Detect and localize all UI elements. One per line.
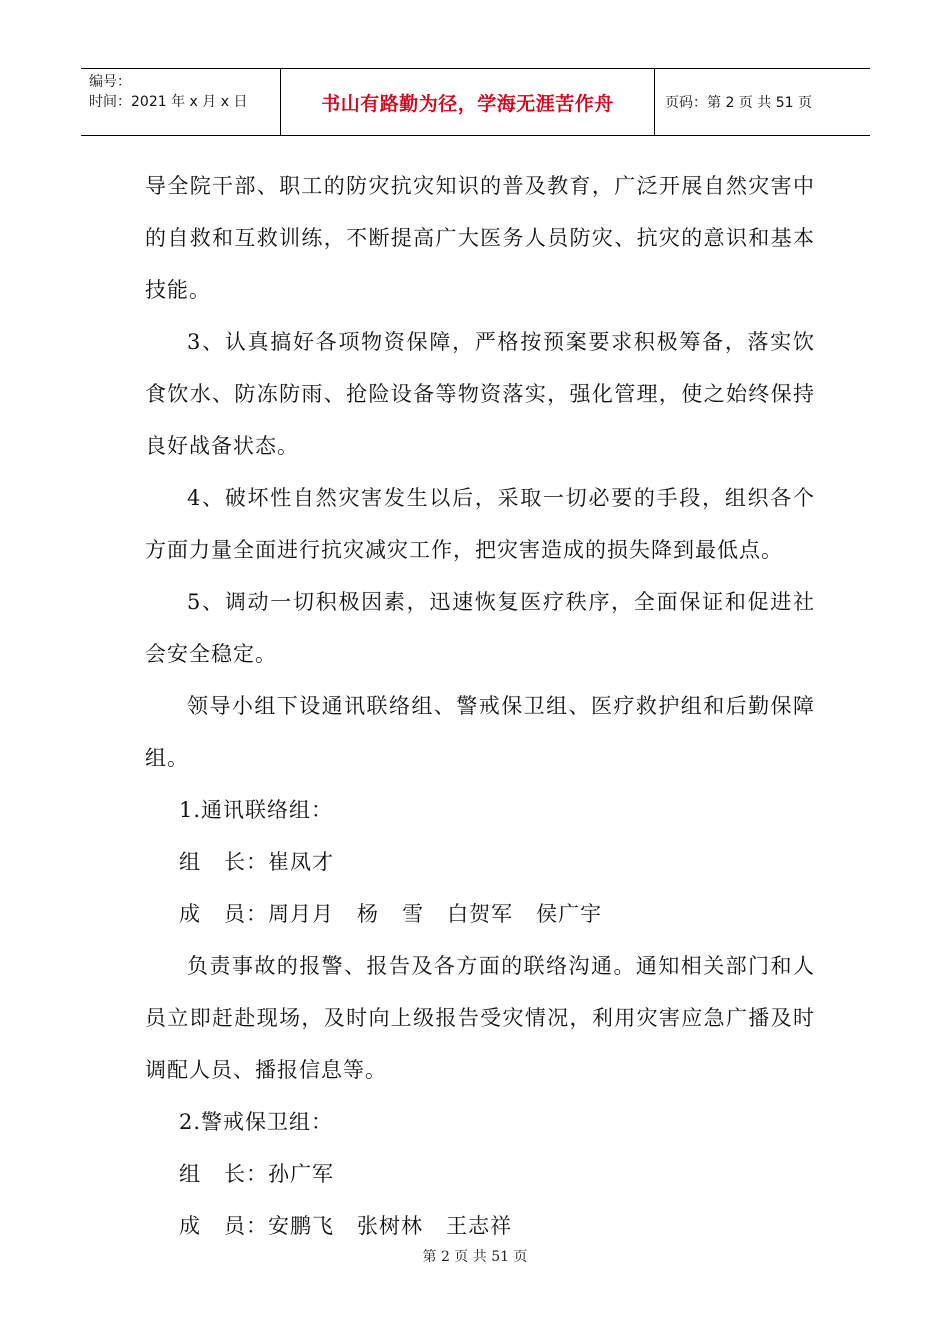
group-1-members: 成 员：周月月 杨 雪 白贺军 侯广宇 — [179, 902, 603, 926]
group-1-title: 1.通讯联络组： — [179, 798, 334, 822]
group-2-members: 成 员：安鹏飞 张树林 王志祥 — [179, 1214, 513, 1238]
document-number-label: 编号： — [89, 74, 131, 90]
group-2-title: 2.警戒保卫组： — [179, 1110, 334, 1134]
paragraph-groups-intro: 领导小组下设通讯联络组、警戒保卫组、医疗救护组和后勤保障组。 — [145, 694, 815, 770]
paragraph-item-5: 5、调动一切积极因素，迅速恢复医疗秩序，全面保证和促进社会安全稳定。 — [145, 590, 815, 666]
paragraph-item-4: 4、破坏性自然灾害发生以后，采取一切必要的手段，组织各个方面力量全面进行抗灾减灾工作，把灾害造成的损失降到最低点。 — [145, 486, 815, 562]
group-1-leader: 组 长：崔凤才 — [179, 850, 335, 874]
group-1-duty: 负责事故的报警、报告及各方面的联络沟通。通知相关部门和人员立即赶赴现场，及时向上级报告受灾情况，利用灾害应急广播及时调配人员、播报信息等。 — [145, 954, 815, 1082]
document-date: 时间：2021 年 x 月 x 日 — [89, 94, 248, 110]
header-motto: 书山有路勤为径，学海无涯苦作舟 — [281, 69, 655, 135]
page-footer: 第 2 页 共 51 页 — [422, 1249, 528, 1265]
document-body — [145, 160, 815, 1252]
group-2-leader: 组 长：孙广军 — [179, 1162, 335, 1186]
header-page-info: 页码：第 2 页 共 51 页 — [665, 95, 812, 111]
page-header — [81, 68, 870, 136]
paragraph-training: 导全院干部、职工的防灾抗灾知识的普及教育，广泛开展自然灾害中的自救和互救训练，不断提高广大医务人员防灾、抗灾的意识和基本技能。 — [145, 174, 815, 302]
paragraph-item-3: 3、认真搞好各项物资保障，严格按预案要求积极筹备，落实饮食饮水、防冻防雨、抢险设备等物资落实，强化管理，使之始终保持良好战备状态。 — [145, 330, 815, 458]
header-meta-cell — [81, 69, 281, 135]
